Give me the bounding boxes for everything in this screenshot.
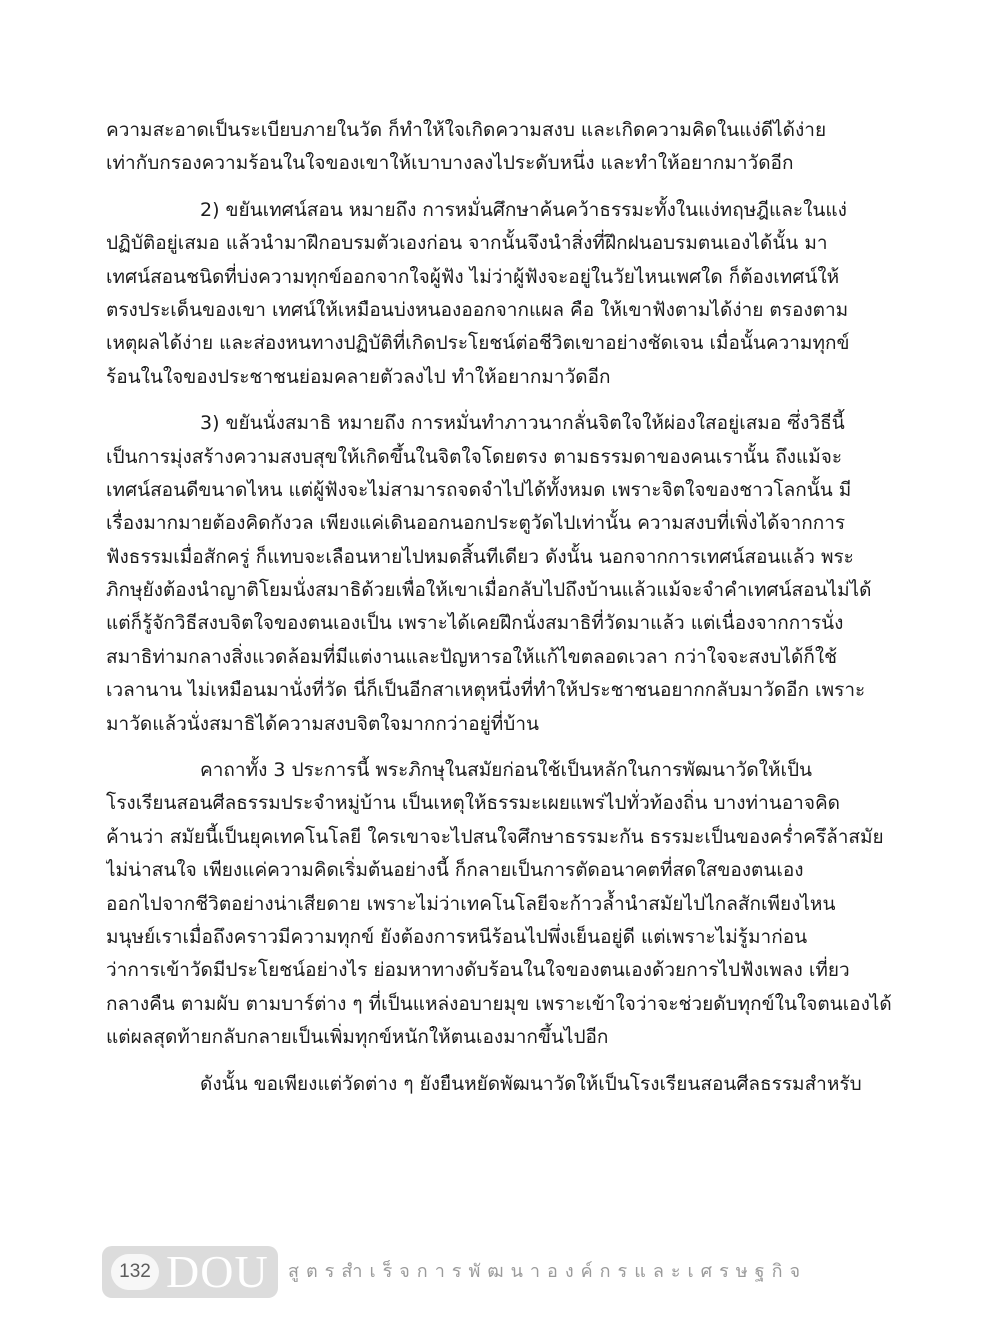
paragraph-4 [106, 754, 892, 1055]
paragraph-1 [106, 114, 892, 181]
text-line: ฟังธรรมเมื่อสักครู่ ก็แทบจะเลือนหายไปหมดสิ้นทีเดียว ดังนั้น นอกจากการเทศน์สอนแล้ว พระ [106, 545, 854, 568]
text-line: 3) ขยันนั่งสมาธิ หมายถึง การหมั่นทำภาวนากลั่นจิตใจให้ผ่องใสอยู่เสมอ ซึ่งวิธีนี้ [200, 412, 845, 435]
text-line: เวลานาน ไม่เหมือนมานั่งที่วัด นี่ก็เป็นอีกสาเหตุหนึ่งที่ทำให้ประชาชนอยากกลับมาวัดอีก เพราะ [106, 679, 866, 702]
text-line: ความสะอาดเป็นระเบียบภายในวัด ก็ทำให้ใจเกิดความสงบ และเกิดความคิดในแง่ดีได้ง่าย [106, 119, 827, 141]
text-line: เป็นการมุ่งสร้างความสงบสุขให้เกิดขึ้นในจิตใจโดยตรง ตามธรรมดาของคนเรานั้น ถึงแม้จะ [106, 445, 843, 468]
text-line: คาถาทั้ง 3 ประการนี้ พระภิกษุในสมัยก่อนใช้เป็นหลักในการพัฒนาวัดให้เป็น [200, 759, 813, 782]
text-line: ตรงประเด็นของเขา เทศน์ให้เหมือนบ่งหนองออกจากแผล คือ ให้เขาฟังตามได้ง่าย ตรองตาม [106, 298, 849, 321]
page-number: 132 [111, 1254, 159, 1290]
text-line: กลางคืน ตามผับ ตามบาร์ต่าง ๆ ที่เป็นแหล่งอบายมุข เพราะเข้าใจว่าจะช่วยดับทุกข์ในใจตนเองได้ [106, 992, 892, 1015]
text-line: เทศน์สอนดีขนาดไหน แต่ผู้ฟังจะไม่สามารถจดจำไปได้ทั้งหมด เพราะจิตใจของชาวโลกนั้น มี [106, 478, 852, 501]
text-line: ไม่น่าสนใจ เพียงแค่ความคิดเริ่มต้นอย่างนี้ ก็กลายเป็นการตัดอนาคตที่สดใสของตนเอง [106, 859, 804, 882]
page-footer [102, 1246, 902, 1298]
text-line: เหตุผลได้ง่าย และส่องหนทางปฏิบัติที่เกิดประโยชน์ต่อชีวิตเขาอย่างชัดเจน เมื่อนั้นความทุกข์ [106, 332, 850, 355]
body-text [106, 114, 892, 1101]
footer-badge [102, 1246, 278, 1298]
book-title: สูตรสำเร็จการพัฒนาองค์กรและเศรษฐกิจ [288, 1261, 808, 1282]
text-line: ว่าการเข้าวัดมีประโยชน์อย่างไร ย่อมหาทางดับร้อนในใจของตนเองด้วยการไปฟังเพลง เที่ยว [106, 959, 850, 982]
text-line: ร้อนในใจของประชาชนย่อมคลายตัวลงไป ทำให้อยากมาวัดอีก [106, 365, 611, 388]
paragraph-2 [106, 194, 892, 394]
text-line: ดังนั้น ขอเพียงแต่วัดต่าง ๆ ยังยืนหยัดพัฒนาวัดให้เป็นโรงเรียนสอนศีลธรรมสำหรับ [200, 1072, 862, 1095]
text-line: เทศน์สอนชนิดที่บ่งความทุกข์ออกจากใจผู้ฟัง ไม่ว่าผู้ฟังจะอยู่ในวัยไหนเพศใด ก็ต้องเทศน์ให้ [106, 265, 840, 288]
text-line: สมาธิท่ามกลางสิ่งแวดล้อมที่มีแต่งานและปัญหารอให้แก้ไขตลอดเวลา กว่าใจจะสงบได้ก็ใช้ [106, 645, 838, 668]
text-line: ค้านว่า สมัยนี้เป็นยุคเทคโนโลยี ใครเขาจะไปสนใจศึกษาธรรมะกัน ธรรมะเป็นของคร่ำครึล้าสมัย [106, 825, 884, 848]
text-line: มาวัดแล้วนั่งสมาธิได้ความสงบจิตใจมากกว่าอยู่ที่บ้าน [106, 712, 540, 735]
text-line: ภิกษุยังต้องนำญาติโยมนั่งสมาธิด้วยเพื่อให้เขาเมื่อกลับไปถึงบ้านแล้วแม้จะจำคำเทศน์สอนไม่ได้ [106, 579, 872, 602]
text-line: เรื่องมากมายต้องคิดกังวล เพียงแค่เดินออกนอกประตูวัดไปเท่านั้น ความสงบที่เพิ่งได้จากการ [106, 512, 846, 535]
text-line: โรงเรียนสอนศีลธรรมประจำหมู่บ้าน เป็นเหตุให้ธรรมะเผยแพร่ไปทั่วท้องถิ่น บางท่านอาจคิด [106, 792, 840, 815]
paragraph-5 [106, 1068, 892, 1101]
text-line: มนุษย์เราเมื่อถึงคราวมีความทุกข์ ยังต้องการหนีร้อนไปพึ่งเย็นอยู่ดี แต่เพราะไม่รู้มาก่อน [106, 925, 808, 948]
text-line: ออกไปจากชีวิตอย่างน่าเสียดาย เพราะไม่ว่าเทคโนโลยีจะก้าวล้ำนำสมัยไปไกลสักเพียงไหน [106, 892, 836, 915]
dou-logo: DOU [166, 1246, 269, 1297]
text-line: ปฏิบัติอยู่เสมอ แล้วนำมาฝึกอบรมตัวเองก่อน จากนั้นจึงนำสิ่งที่ฝึกฝนอบรมตนเองได้นั้น มา [106, 232, 828, 255]
text-line: แต่ก็รู้จักวิธีสงบจิตใจของตนเองเป็น เพราะได้เคยฝึกนั่งสมาธิที่วัดมาแล้ว แต่เนื่องจากการนั่ง [106, 612, 844, 635]
text-line: 2) ขยันเทศน์สอน หมายถึง การหมั่นศึกษาค้นคว้าธรรมะทั้งในแง่ทฤษฎีและในแง่ [200, 198, 847, 221]
text-line: แต่ผลสุดท้ายกลับกลายเป็นเพิ่มทุกข์หนักให้ตนเองมากขึ้นไปอีก [106, 1026, 609, 1049]
paragraph-3 [106, 407, 892, 741]
text-line: เท่ากับกรองความร้อนในใจของเขาให้เบาบางลงไประดับหนึ่ง และทำให้อยากมาวัดอีก [106, 152, 794, 175]
